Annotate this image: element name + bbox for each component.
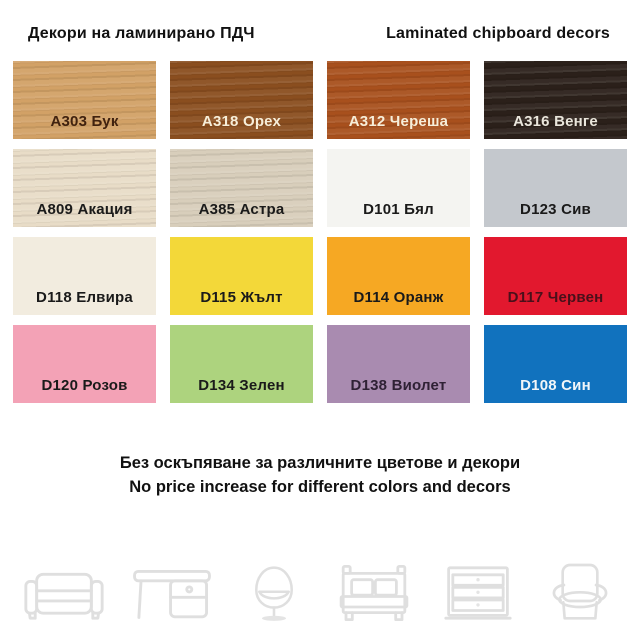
dresser-icon (436, 556, 520, 630)
swatch-d117-cherven (484, 237, 627, 315)
armchair-icon (540, 555, 620, 631)
swatch-d120-rozov (13, 325, 156, 403)
swatch-label: D120 Розов (41, 377, 128, 394)
header (0, 0, 640, 43)
title-bulgarian: Декори на ламинирано ПДЧ (28, 25, 255, 42)
bed-icon (332, 555, 416, 631)
swatch-label: D118 Елвира (36, 289, 133, 306)
swatch-label: D115 Жълт (200, 289, 283, 306)
swatch-label: D123 Сив (520, 201, 591, 218)
swatch-d114-oranzh (327, 237, 470, 315)
swatch-label: A316 Венге (513, 113, 598, 130)
swatch-label: D114 Оранж (353, 289, 444, 306)
swatch-d138-violet (327, 325, 470, 403)
swatch-d101-byal (327, 149, 470, 227)
decor-grid (0, 61, 640, 403)
title-english: Laminated chipboard decors (386, 25, 610, 42)
swatch-a312-cheresha (327, 61, 470, 139)
desk-icon (128, 557, 216, 629)
swatch-label: D101 Бял (363, 201, 434, 218)
furniture-icons-row (0, 555, 640, 631)
swatch-d123-siv (484, 149, 627, 227)
swatch-label: A809 Акация (36, 201, 133, 218)
swatch-label: A312 Череша (348, 113, 449, 130)
swatch-a316-venge (484, 61, 627, 139)
swatch-label: D134 Зелен (198, 377, 285, 394)
swatch-label: D138 Виолет (350, 377, 447, 394)
swatch-d118-elvira (13, 237, 156, 315)
swatch-d108-sin (484, 325, 627, 403)
swatch-a385-astra (170, 149, 313, 227)
swatch-a318-oreh (170, 61, 313, 139)
swatch-label: A318 Орех (201, 113, 282, 130)
sofa-icon (20, 557, 108, 629)
note (0, 451, 640, 499)
note-bulgarian: Без оскъпяване за различните цветове и декори (119, 454, 521, 472)
swatch-a809-akacia (13, 149, 156, 227)
swatch-a303-buk (13, 61, 156, 139)
swatch-label: D117 Червен (507, 289, 604, 306)
egg-chair-icon (236, 555, 312, 631)
swatch-label: A303 Бук (50, 113, 119, 130)
note-english: No price increase for different colors and decors (129, 478, 511, 496)
swatch-label: A385 Астра (198, 201, 285, 218)
swatch-d134-zelen (170, 325, 313, 403)
swatch-d115-zhalt (170, 237, 313, 315)
swatch-label: D108 Син (520, 377, 591, 394)
